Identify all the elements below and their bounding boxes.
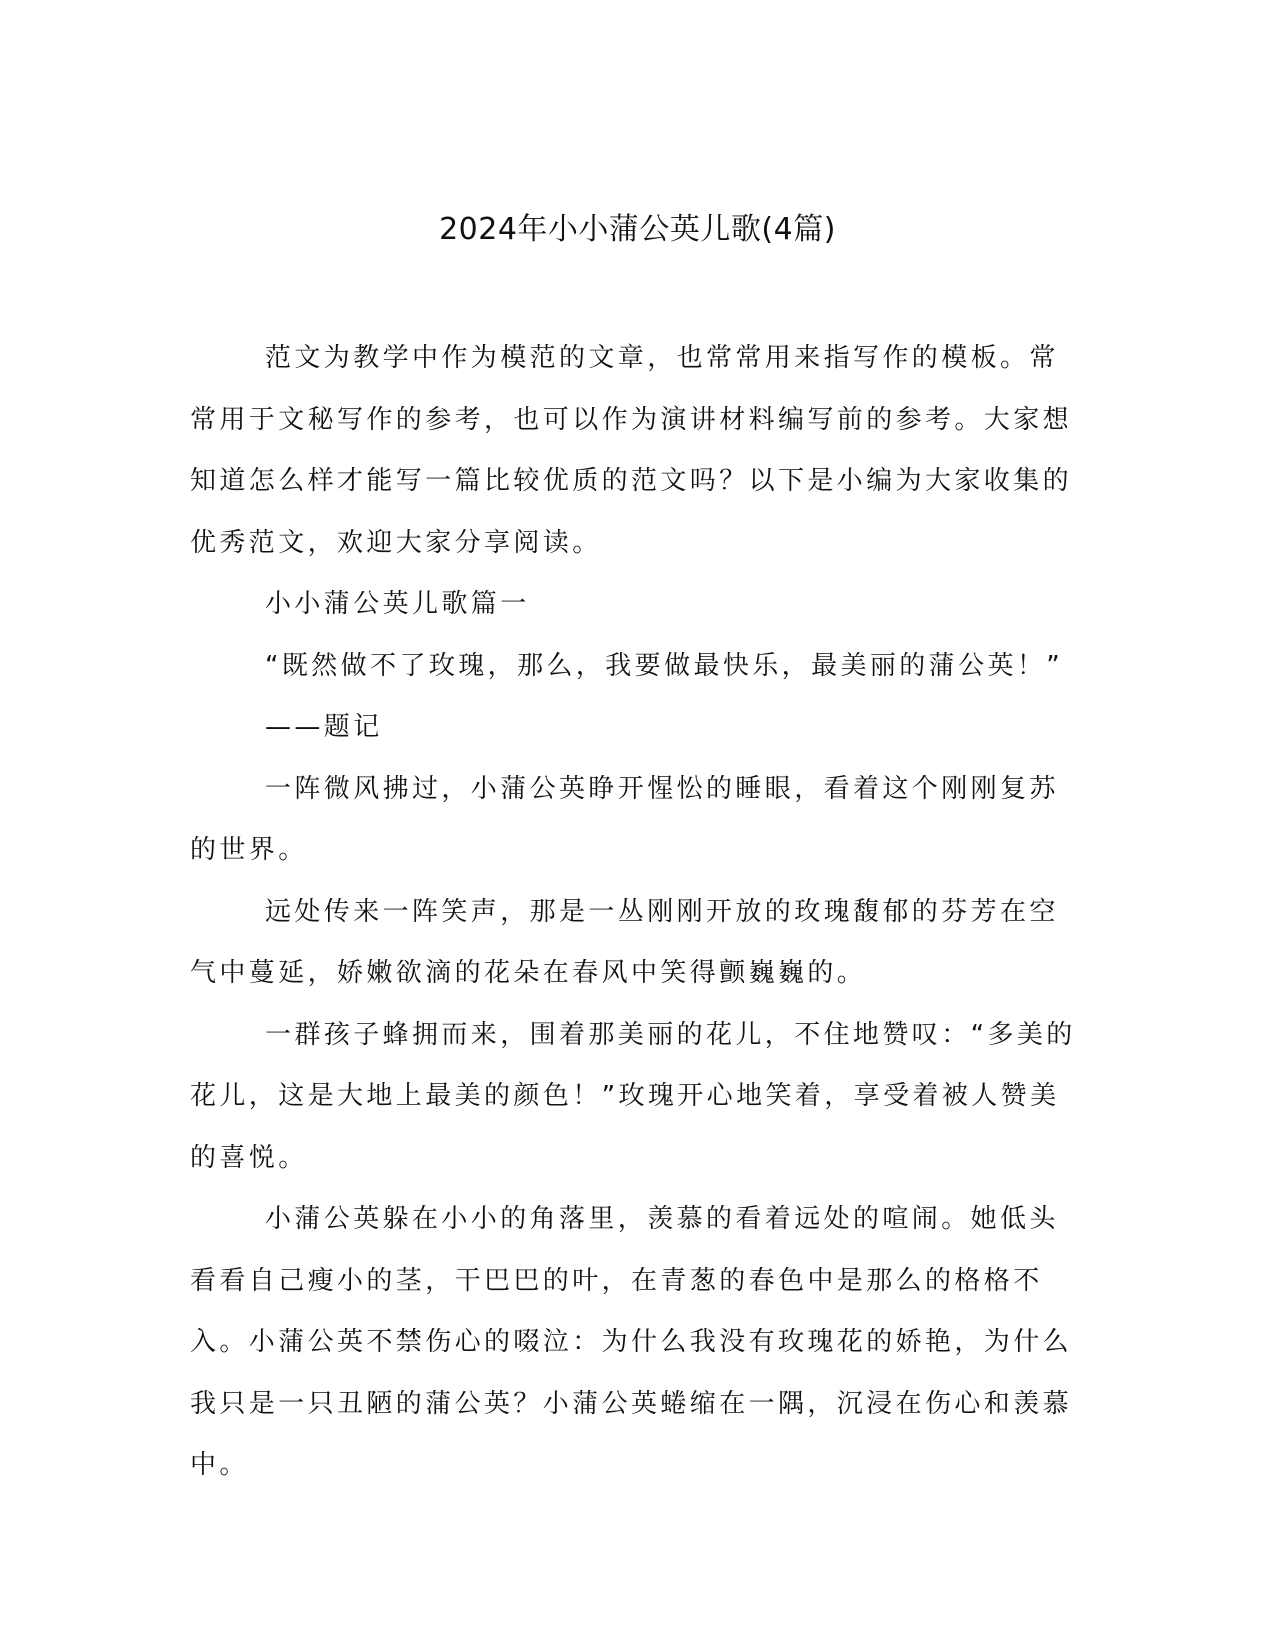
document-body [190,328,1080,1497]
section-heading: 小小蒲公英儿歌篇一 [265,589,530,619]
epigraph-quote: “既然做不了玫瑰，那么，我要做最快乐，最美丽的蒲公英！” [265,650,1064,681]
intro-paragraph: 范文为教学中作为模范的文章，也常常用来指写作的模板。常常用于文秘写作的参考，也可以作为演讲材料编写前的参考。大家想知道怎么样才能写一篇比较优质的范文吗？以下是小编为大家收集的优秀范文，欢迎大家分享阅读。 [190,343,1073,558]
document-title: 2024年小小蒲公英儿歌(4篇) [439,212,836,247]
epigraph-attribution: ——题记 [265,712,383,742]
story-paragraph: 一阵微风拂过，小蒲公英睁开惺忪的睡眼，看着这个刚刚复苏的世界。 [190,773,1059,865]
story-paragraph: 远处传来一阵笑声，那是一丛刚刚开放的玫瑰馥郁的芬芳在空气中蔓延，娇嫩欲滴的花朵在春风中笑得颤巍巍的。 [190,896,1059,988]
story-paragraph: 小蒲公英躲在小小的角落里，羡慕的看着远处的喧闹。她低头看看自己瘦小的茎，干巴巴的叶，在青葱的春色中是那么的格格不入。小蒲公英不禁伤心的啜泣：为什么我没有玫瑰花的娇艳，为什么我只是一只丑陋的蒲公英？小蒲公英蜷缩在一隅，沉浸在伤心和羡慕中。 [190,1204,1073,1480]
story-paragraph: 一群孩子蜂拥而来，围着那美丽的花儿，不住地赞叹：“多美的花儿，这是大地上最美的颜色！”玫瑰开心地笑着，享受着被人赞美的喜悦。 [190,1019,1076,1173]
